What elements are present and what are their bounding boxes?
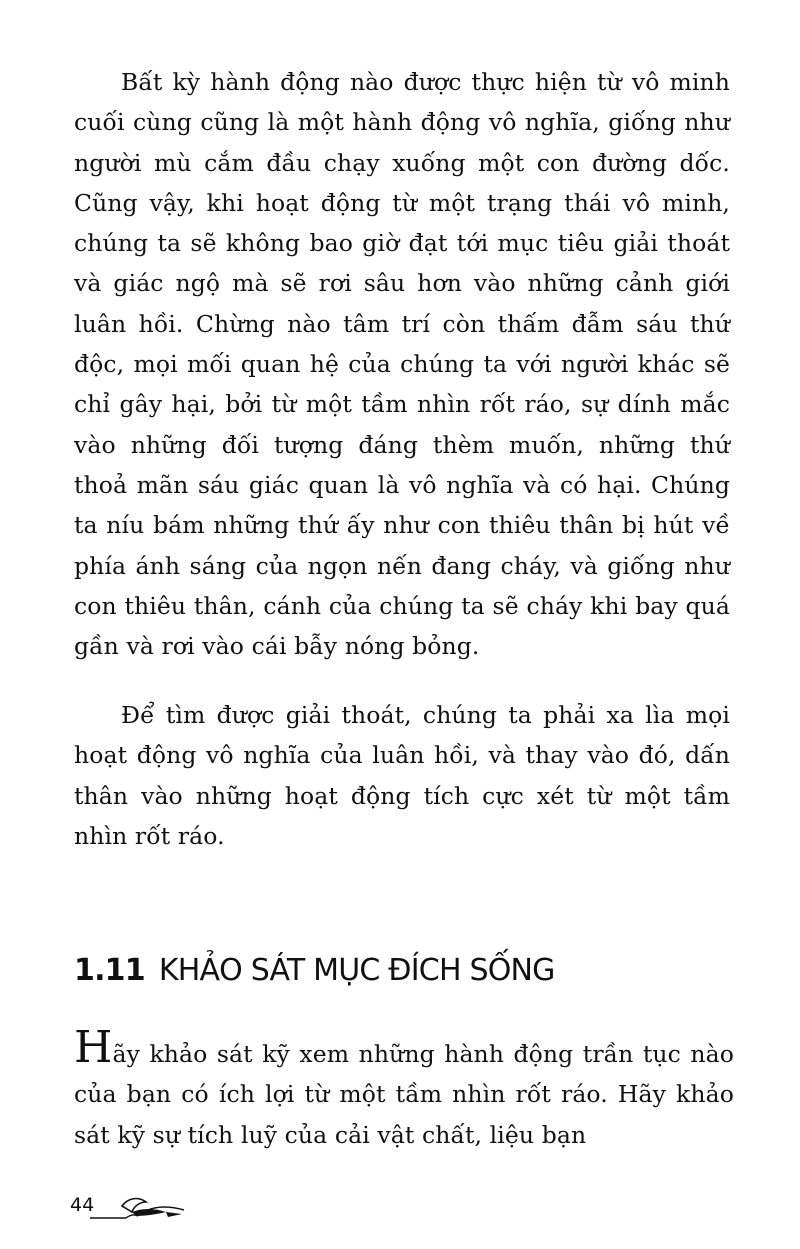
paragraph-3	[74, 1022, 734, 1155]
paragraph-1	[74, 62, 730, 666]
paragraph-3-rest: ãy khảo sát kỹ xem những hành động trần tục nào của bạn có ích lợi từ một tầm nhìn rốt ráo. Hãy khảo sát kỹ sự tích luỹ của cải vật chất, liệu bạn	[74, 1040, 734, 1149]
paragraph-3-text	[74, 1022, 734, 1155]
section-number: 1.11	[74, 953, 145, 988]
quill-ornament-icon	[88, 1188, 198, 1228]
paragraph-2	[74, 695, 730, 856]
paragraph-2-text: Để tìm được giải thoát, chúng ta phải xa lìa mọi hoạt động vô nghĩa của luân hồi, và thay vào đó, dấn thân vào những hoạt động tích cực xét từ một tầm nhìn rốt ráo.	[74, 701, 730, 850]
section-heading	[74, 953, 555, 988]
paragraph-1-text: Bất kỳ hành động nào được thực hiện từ vô minh cuối cùng cũng là một hành động vô nghĩa, giống như người mù cắm đầu chạy xuống một con đường dốc. Cũng vậy, khi hoạt động từ một trạng thái vô minh, chúng ta sẽ không bao giờ đạt tới mục tiêu giải thoát và giác ngộ mà sẽ rơi sâu hơn vào những cảnh giới luân hồi. Chừng nào tâm trí còn thấm đẫm sáu thứ độc, mọi mối quan hệ của chúng ta với người khác sẽ chỉ gây hại, bởi từ một tầm nhìn rốt ráo, sự dính mắc vào những đối tượng đáng thèm muốn, những thứ thoả mãn sáu giác quan là vô nghĩa và có hại. Chúng ta níu bám những thứ ấy như con thiêu thân bị hút về phía ánh sáng của ngọn nến đang cháy, và giống như con thiêu thân, cánh của chúng ta sẽ cháy khi bay quá gần và rơi vào cái bẫy nóng bỏng.	[74, 68, 730, 661]
section-title: KHẢO SÁT MỤC ĐÍCH SỐNG	[158, 953, 555, 988]
page-footer	[70, 1188, 200, 1228]
drop-cap: H	[74, 1022, 113, 1073]
page-number: 44	[70, 1194, 95, 1216]
